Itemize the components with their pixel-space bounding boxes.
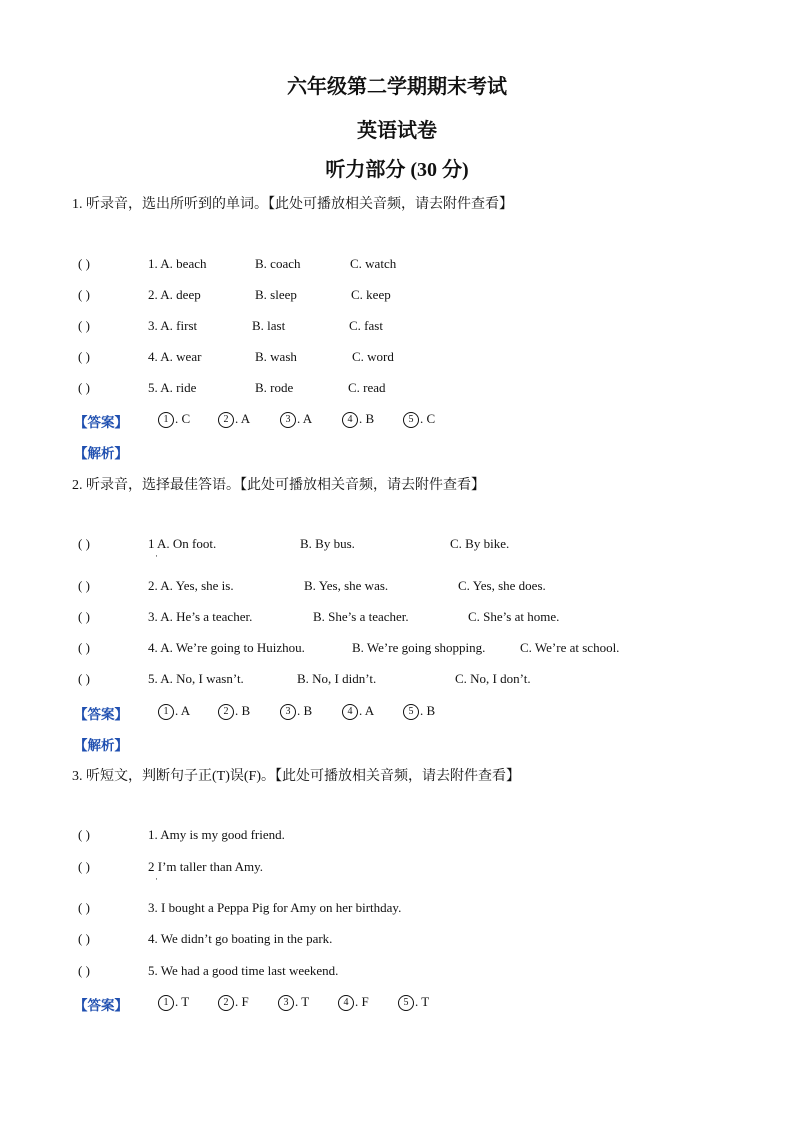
answer-blank[interactable]: ( ) <box>78 536 90 551</box>
analysis-label: 【解析】 <box>74 446 128 461</box>
answer-blank[interactable]: ( ) <box>78 931 90 946</box>
answer-item: 1 . T <box>158 994 189 1011</box>
answer-item: 3 . B <box>280 703 312 720</box>
option-b: B. No, I didn’t. <box>297 671 377 686</box>
dot-mark: · <box>155 874 158 884</box>
answer-label: 【答案】 <box>74 415 128 430</box>
option-a: 4. A. wear <box>148 349 202 364</box>
option-b: B. last <box>252 318 286 333</box>
answer-blank[interactable]: ( ) <box>78 287 90 302</box>
answer-item: 3 . T <box>278 994 309 1011</box>
answer-blank[interactable]: ( ) <box>78 578 90 593</box>
option-b: B. coach <box>255 256 301 271</box>
option-c: C. No, I don’t. <box>455 671 531 686</box>
answer-blank[interactable]: ( ) <box>78 609 90 624</box>
answer-item: 2 . F <box>218 994 249 1011</box>
statement-text: 2 I’m taller than Amy. <box>148 859 264 874</box>
exam-title: 六年级第二学期期末考试 <box>287 76 507 98</box>
answer-item: 5 . T <box>398 994 429 1011</box>
option-a: 3. A. first <box>148 318 198 333</box>
option-b: B. sleep <box>255 287 297 302</box>
option-c: C. We’re at school. <box>520 640 620 655</box>
option-c: C. word <box>352 349 394 364</box>
statement-text: 3. I bought a Peppa Pig for Amy on her birthday. <box>148 900 402 915</box>
option-c: C. read <box>348 380 386 395</box>
answer-item: 3 . A <box>280 411 312 428</box>
answer-item: 4 . A <box>342 703 374 720</box>
answer-blank[interactable]: ( ) <box>78 900 90 915</box>
statement-text: 1. Amy is my good friend. <box>148 827 285 842</box>
q2-instruction: 2. 听录音，选择最佳答语。【此处可播放相关音频，请去附件查看】 <box>72 478 485 493</box>
answer-item: 5 . C <box>403 411 435 428</box>
answer-item: 1 . C <box>158 411 190 428</box>
option-b: B. We’re going shopping. <box>352 640 486 655</box>
option-b: B. Yes, she was. <box>304 578 389 593</box>
option-a: 2. A. deep <box>148 287 201 302</box>
option-a: 2. A. Yes, she is. <box>148 578 234 593</box>
q1-instruction: 1. 听录音，选出所听到的单词。【此处可播放相关音频，请去附件查看】 <box>72 197 513 212</box>
answer-blank[interactable]: ( ) <box>78 380 90 395</box>
statement-text: 5. We had a good time last weekend. <box>148 963 339 978</box>
q3-instruction: 3. 听短文，判断句子正(T)误(F)。【此处可播放相关音频，请去附件查看】 <box>72 769 520 784</box>
option-a: 4. A. We’re going to Huizhou. <box>148 640 305 655</box>
answer-blank[interactable]: ( ) <box>78 640 90 655</box>
answer-item: 4 . F <box>338 994 369 1011</box>
option-a: 5. A. ride <box>148 380 197 395</box>
option-c: C. By bike. <box>450 536 510 551</box>
option-c: C. Yes, she does. <box>458 578 546 593</box>
answer-blank[interactable]: ( ) <box>78 671 90 686</box>
statement-text: 4. We didn’t go boating in the park. <box>148 931 333 946</box>
answer-blank[interactable]: ( ) <box>78 349 90 364</box>
option-c: C. watch <box>350 256 397 271</box>
option-c: C. keep <box>351 287 391 302</box>
answer-blank[interactable]: ( ) <box>78 256 90 271</box>
answer-blank[interactable]: ( ) <box>78 318 90 333</box>
option-a: 1 A. On foot. <box>148 536 217 551</box>
section-heading: 听力部分 (30 分) <box>325 159 469 181</box>
dot-mark: · <box>155 551 158 561</box>
answer-label: 【答案】 <box>74 707 128 722</box>
answer-item: 1 . A <box>158 703 190 720</box>
option-a: 5. A. No, I wasn’t. <box>148 671 244 686</box>
option-a: 3. A. He’s a teacher. <box>148 609 253 624</box>
analysis-label: 【解析】 <box>74 738 128 753</box>
answer-item: 5 . B <box>403 703 435 720</box>
answer-blank[interactable]: ( ) <box>78 859 90 874</box>
option-a: 1. A. beach <box>148 256 207 271</box>
answer-item: 2 . B <box>218 703 250 720</box>
answer-blank[interactable]: ( ) <box>78 963 90 978</box>
exam-subtitle: 英语试卷 <box>357 120 437 142</box>
option-c: C. fast <box>349 318 383 333</box>
answer-blank[interactable]: ( ) <box>78 827 90 842</box>
option-b: B. wash <box>255 349 297 364</box>
answer-item: 4 . B <box>342 411 374 428</box>
option-b: B. rode <box>255 380 294 395</box>
option-c: C. She’s at home. <box>468 609 560 624</box>
answer-item: 2 . A <box>218 411 250 428</box>
answer-label: 【答案】 <box>74 998 128 1013</box>
option-b: B. She’s a teacher. <box>313 609 409 624</box>
option-b: B. By bus. <box>300 536 355 551</box>
